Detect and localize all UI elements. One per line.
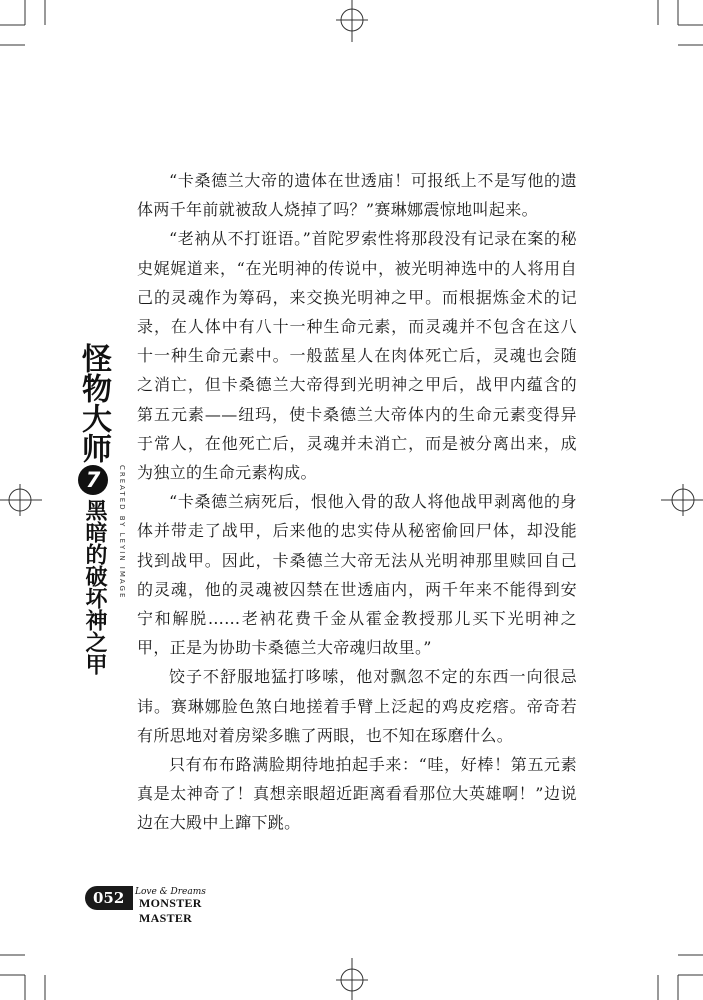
footer-tagline: Love & Dreams: [135, 887, 206, 897]
paragraph: 饺子不舒服地猛打哆嗦，他对飘忽不定的东西一向很忌讳。赛琳娜脸色煞白地搓着手臂上泛起的鸡皮疙瘩。帝奇若有所思地对着房梁多瞧了两眼，也不知在琢磨什么。: [137, 667, 577, 745]
footer-series-name: MONSTER MASTER: [139, 896, 202, 925]
page-footer: [85, 886, 255, 925]
crop-mark-bottom-right: [633, 930, 703, 1000]
crop-mark-top-left: [0, 0, 70, 70]
paragraph: “卡桑德兰大帝的遗体在世透庙！可报纸上不是写他的遗体两千年前就被敌人烧掉了吗？”赛琳娜震惊地叫起来。: [137, 171, 577, 220]
registration-target-right: [658, 482, 703, 518]
page-number: 052: [93, 889, 125, 907]
registration-target-left: [0, 482, 45, 518]
crop-mark-bottom-left: [0, 930, 70, 1000]
volume-subtitle: 黑暗的破坏神之甲: [82, 499, 107, 675]
paragraph: “卡桑德兰病死后，恨他入骨的敌人将他战甲剥离他的身体并带走了战甲，后来他的忠实侍从秘密偷回尸体，却没能找到战甲。因此，卡桑德兰大帝无法从光明神那里赎回自己的灵魂，他的灵魂被囚禁在世透庙内，两千年来不能得到安宁和解脱……老衲花费千金从霍金教授那儿买下光明神之甲，正是为协助卡桑德兰大帝魂归故里。”: [137, 492, 577, 658]
crop-mark-top-right: [633, 0, 703, 70]
series-title: 怪物大师: [76, 343, 111, 463]
creator-credit: CREATED BY LEYIN IMAGE: [118, 465, 126, 600]
registration-target-bottom: [334, 955, 370, 1000]
body-text: [137, 166, 577, 838]
paragraph: “老衲从不打诳语。”首陀罗索性将那段没有记录在案的秘史娓娓道来，“在光明神的传说中，被光明神选中的人将用自己的灵魂作为筹码，来交换光明神之甲。而根据炼金术的记录，在人体中有八十一种生命元素，而灵魂并不包含在这八十一种生命元素中。一般蓝星人在肉体死亡后，灵魂也会随之消亡，但卡桑德兰大帝得到光明神之甲后，战甲内蕴含的第五元素——纽玛，使卡桑德兰大帝体内的生命元素变得异于常人，在他死亡后，灵魂并未消亡，而是被分离出来，成为独立的生命元素构成。: [137, 229, 577, 483]
paragraph: 只有布布路满脸期待地拍起手来：“哇，好棒！第五元素真是太神奇了！真想亲眼超近距离看看那位大英雄啊！”边说边在大殿中上蹿下跳。: [137, 755, 577, 833]
volume-number-badge: 7: [78, 465, 108, 495]
book-side-title: [75, 343, 115, 675]
registration-target-top: [334, 0, 370, 45]
